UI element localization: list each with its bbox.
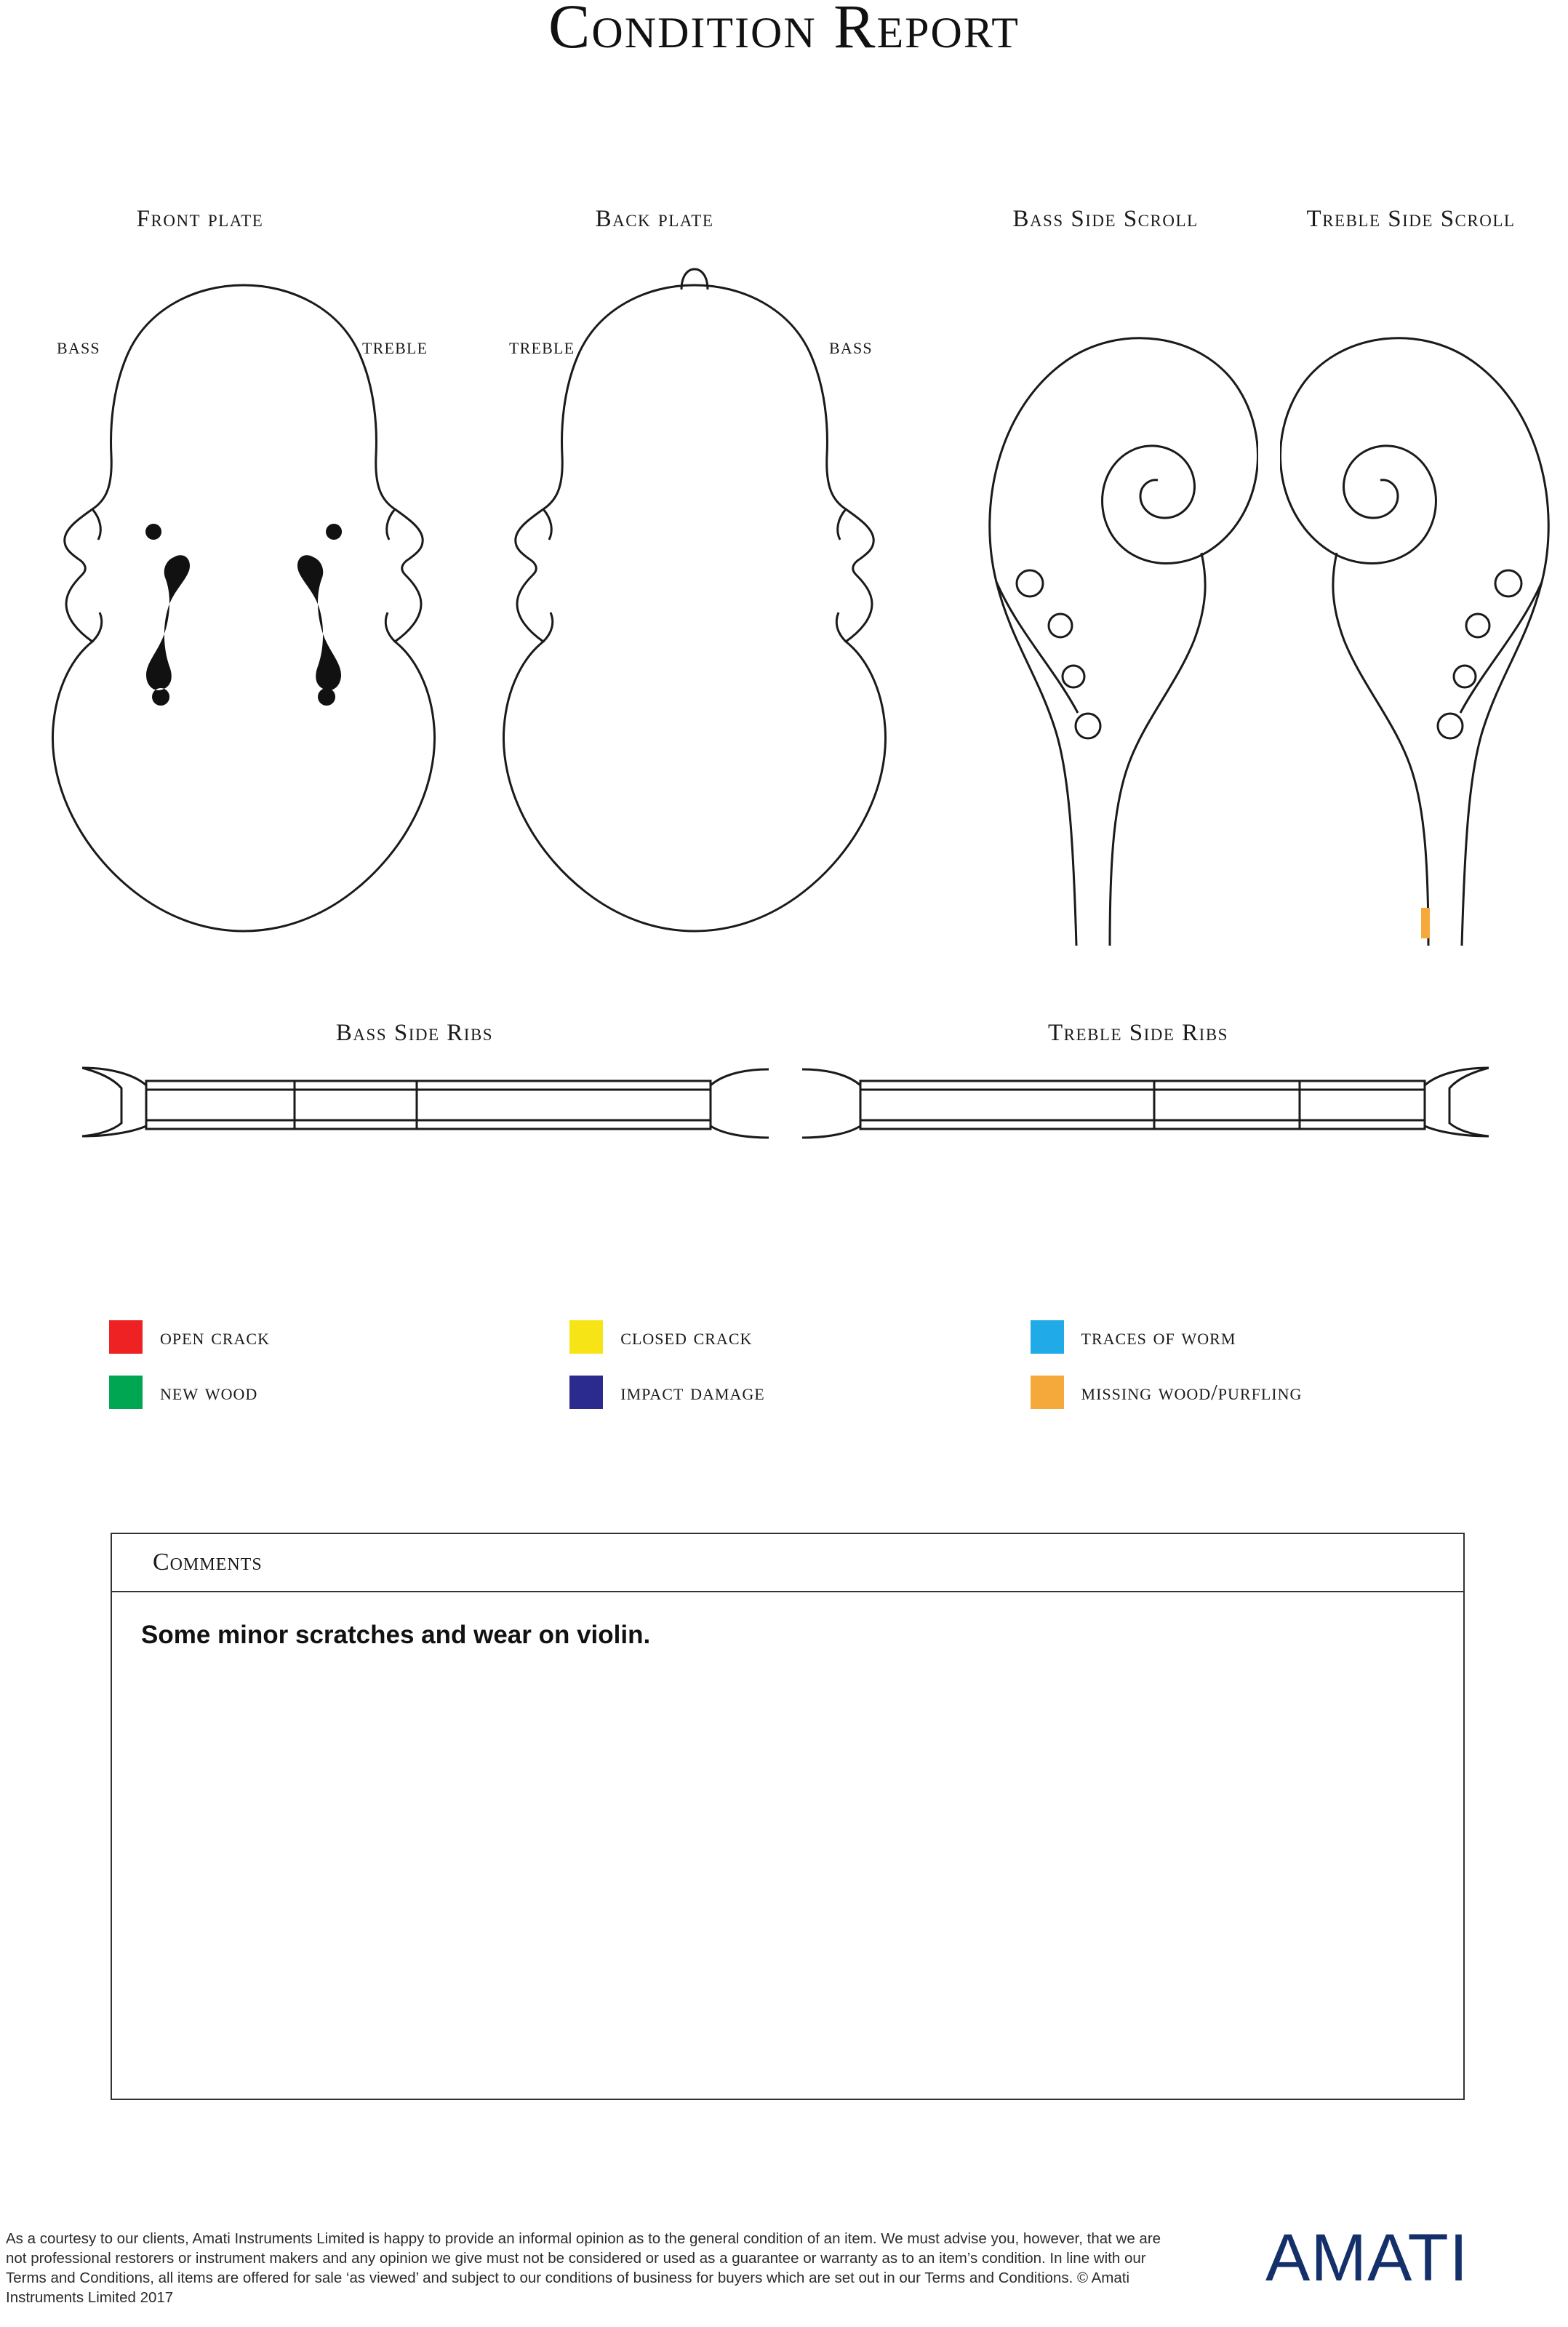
legend-row [109,1376,1491,1409]
caption-back-plate: Back plate [595,206,714,232]
swatch-impact-damage [569,1376,603,1409]
marking-missing-wood-purfling [1421,908,1430,938]
caption-bass-side-scroll: Bass Side Scroll [1012,206,1199,232]
treble-side-scroll-diagram[interactable] [1280,262,1568,946]
swatch-closed-crack [569,1320,603,1354]
page-title: Condition Report [548,0,1020,61]
legend-row [109,1320,1491,1354]
legend-label-open-crack: open crack [160,1324,270,1349]
comments-text: Some minor scratches and wear on violin. [141,1621,651,1649]
amati-logo [1265,2224,1568,2304]
legend-item-impact-damage [569,1376,1030,1409]
comments-box[interactable] [111,1533,1465,2100]
legend [109,1320,1491,1431]
legend-item-closed-crack [569,1320,1030,1354]
caption-front-plate: Front plate [136,206,264,232]
swatch-missing-wood-purfling [1031,1376,1064,1409]
swatch-traces-of-worm [1031,1320,1064,1354]
caption-treble-side-ribs: Treble Side Ribs [1048,1020,1228,1046]
label-back-plate-bass: BASS [829,339,873,357]
back-plate-diagram[interactable] [491,255,898,953]
legend-item-new-wood [109,1376,569,1409]
front-plate-diagram[interactable] [40,269,447,953]
label-front-plate-treble: TREBLE [362,339,428,357]
legend-label-traces-of-worm: traces of worm [1081,1324,1236,1349]
comments-header-label: Comments [153,1549,263,1576]
legend-label-closed-crack: closed crack [620,1324,753,1349]
legend-label-new-wood: new wood [160,1379,258,1405]
comments-header [112,1534,1463,1592]
footer-disclaimer-text: As a courtesy to our clients, Amati Instruments Limited is happy to provide an informal opinion as to the general condition of an item. We must advise you, however, that we are not professional restorers or instrument makers and any opinion we give must not be considered or used as a guarantee or warranty as to an item’s condition. In line with our Terms and Conditions, all items are offered for sale ‘as viewed’ and subject to our conditions of business for buyers which are set out in our Terms and Conditions. © Amati Instruments Limited 2017 [6,2230,1161,2307]
legend-label-missing-wood-purfling: missing wood/purfling [1081,1379,1303,1405]
legend-item-traces-of-worm [1031,1320,1491,1354]
bass-side-ribs-diagram[interactable] [76,1047,775,1157]
legend-item-missing-wood-purfling [1031,1376,1491,1409]
swatch-open-crack [109,1320,143,1354]
label-front-plate-bass: BASS [57,339,100,357]
bass-side-scroll-diagram[interactable] [967,262,1258,946]
swatch-new-wood [109,1376,143,1409]
comments-body[interactable] [112,1592,1463,1652]
amati-logo-text: AMATI [1265,2224,1469,2295]
caption-treble-side-scroll: Treble Side Scroll [1306,206,1516,232]
legend-label-impact-damage: impact damage [620,1379,765,1405]
legend-item-open-crack [109,1320,569,1354]
treble-side-ribs-diagram[interactable] [796,1047,1495,1157]
label-back-plate-treble: TREBLE [509,339,575,357]
footer-disclaimer [6,2229,1169,2307]
caption-bass-side-ribs: Bass Side Ribs [335,1020,494,1046]
